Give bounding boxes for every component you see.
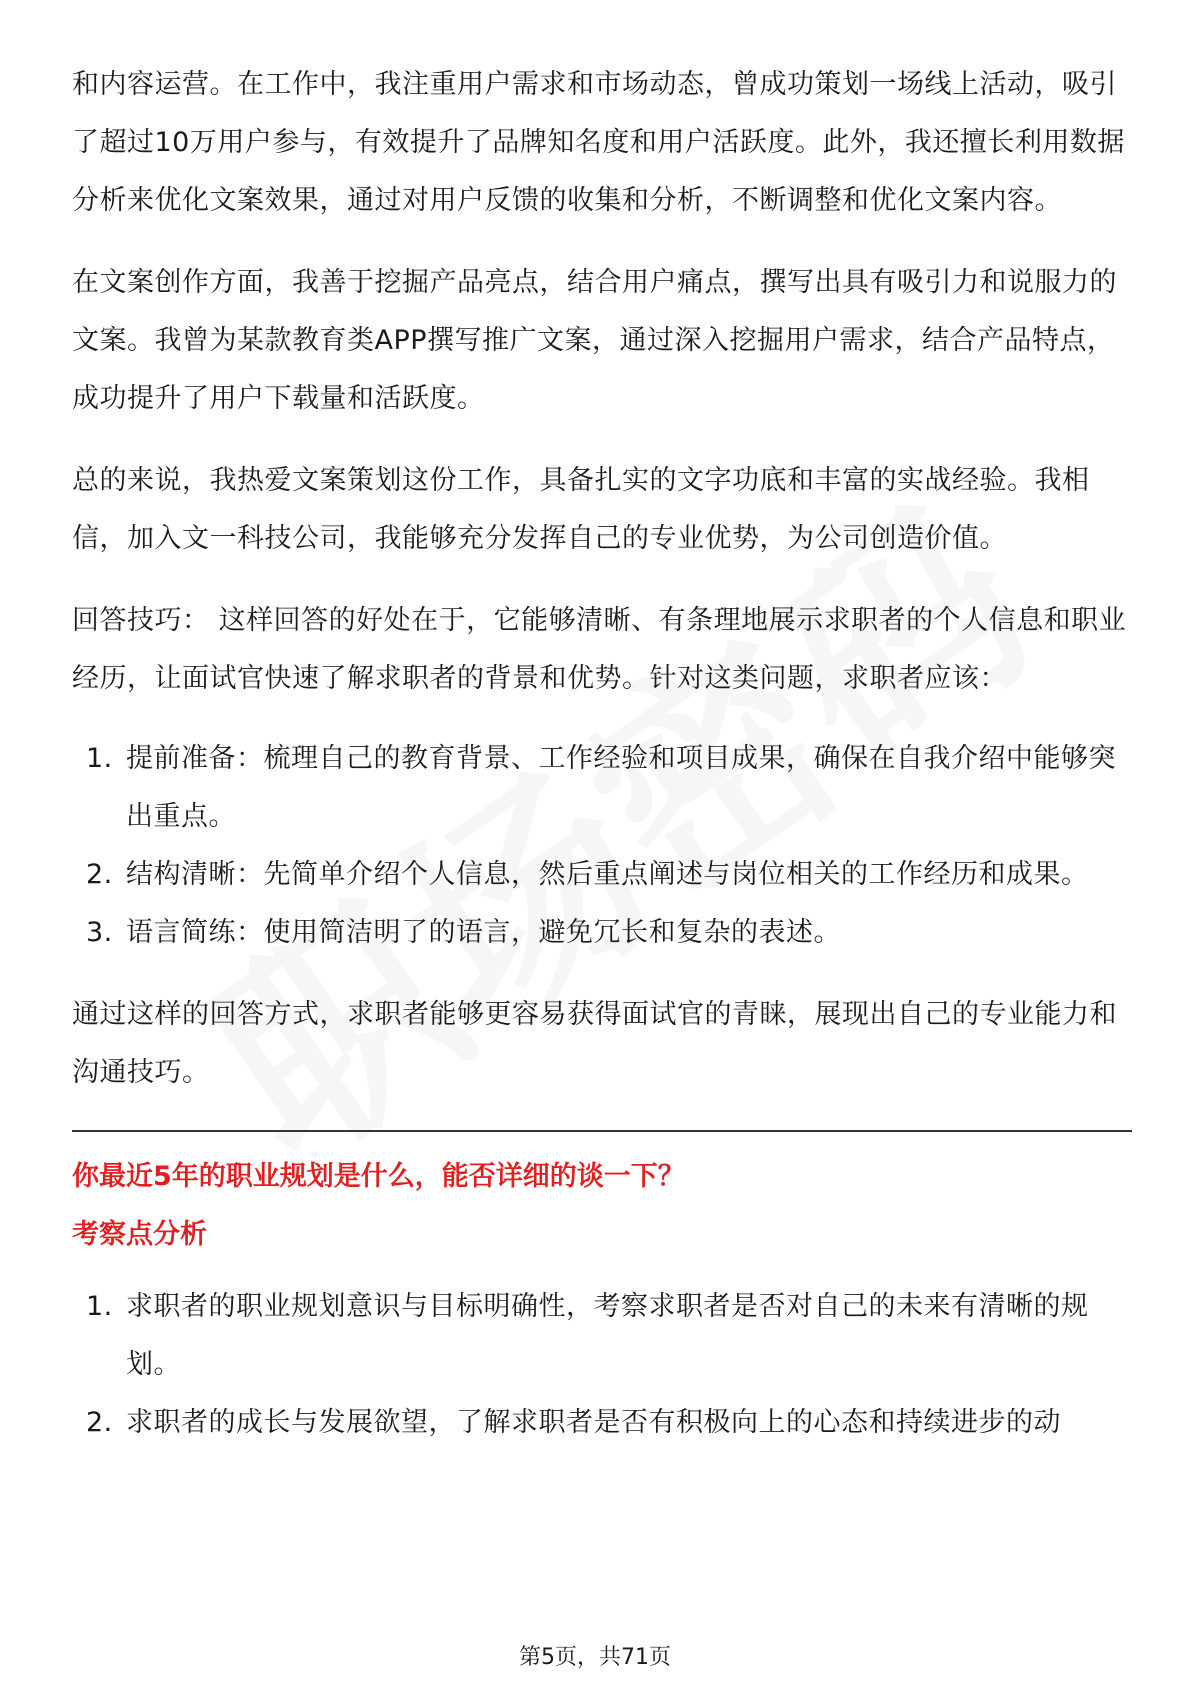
closing-paragraph: 通过这样的回答方式，求职者能够更容易获得面试官的青睐，展现出自己的专业能力和沟通技巧。 <box>72 999 1117 1088</box>
paragraph: 在文案创作方面，我善于挖掘产品亮点，结合用户痛点，撰写出具有吸引力和说服力的文案。我曾为某款教育类APP撰写推广文案，通过深入挖掘用户需求，结合产品特点，成功提升了用户下载量和活跃度。 <box>72 267 1117 414</box>
list-item <box>72 730 1132 846</box>
document-body <box>72 56 1132 1476</box>
analysis-list <box>72 1278 1132 1452</box>
list-number: 1. <box>86 743 113 774</box>
list-number: 1. <box>86 1291 113 1322</box>
page-footer: 第5页，共71页 <box>519 1645 671 1670</box>
question-heading: 你最近5年的职业规划是什么，能否详细的谈一下？ <box>72 1161 685 1192</box>
paragraph: 和内容运营。在工作中，我注重用户需求和市场动态，曾成功策划一场线上活动，吸引了超过10万用户参与，有效提升了品牌知名度和用户活跃度。此外，我还擅长利用数据分析来优化文案效果，通过对用户反馈的收集和分析，不断调整和优化文案内容。 <box>72 69 1125 216</box>
list-number: 3. <box>86 917 113 948</box>
answer-tips-paragraph: 回答技巧： 这样回答的好处在于，它能够清晰、有条理地展示求职者的个人信息和职业经历，让面试官快速了解求职者的背景和优势。针对这类问题，求职者应该： <box>72 605 1127 694</box>
list-number: 2. <box>86 859 113 890</box>
list-item <box>72 1394 1132 1452</box>
list-text: 提前准备：梳理自己的教育背景、工作经验和项目成果，确保在自我介绍中能够突出重点。 <box>126 743 1116 832</box>
tips-list <box>72 730 1132 962</box>
list-text: 求职者的职业规划意识与目标明确性，考察求职者是否对自己的未来有清晰的规划。 <box>126 1291 1089 1380</box>
analysis-heading: 考察点分析 <box>72 1219 207 1250</box>
list-item <box>72 904 1132 962</box>
list-text: 求职者的成长与发展欲望，了解求职者是否有积极向上的心态和持续进步的动 <box>126 1407 1061 1438</box>
list-number: 2. <box>86 1407 113 1438</box>
list-item <box>72 846 1132 904</box>
paragraph: 总的来说，我热爱文案策划这份工作，具备扎实的文字功底和丰富的实战经验。我相信，加入文一科技公司，我能够充分发挥自己的专业优势，为公司创造价值。 <box>72 465 1090 554</box>
list-text: 结构清晰：先简单介绍个人信息，然后重点阐述与岗位相关的工作经历和成果。 <box>126 859 1089 890</box>
list-item <box>72 1278 1132 1394</box>
list-text: 语言简练：使用简洁明了的语言，避免冗长和复杂的表述。 <box>126 917 841 948</box>
section-divider <box>72 1130 1132 1132</box>
